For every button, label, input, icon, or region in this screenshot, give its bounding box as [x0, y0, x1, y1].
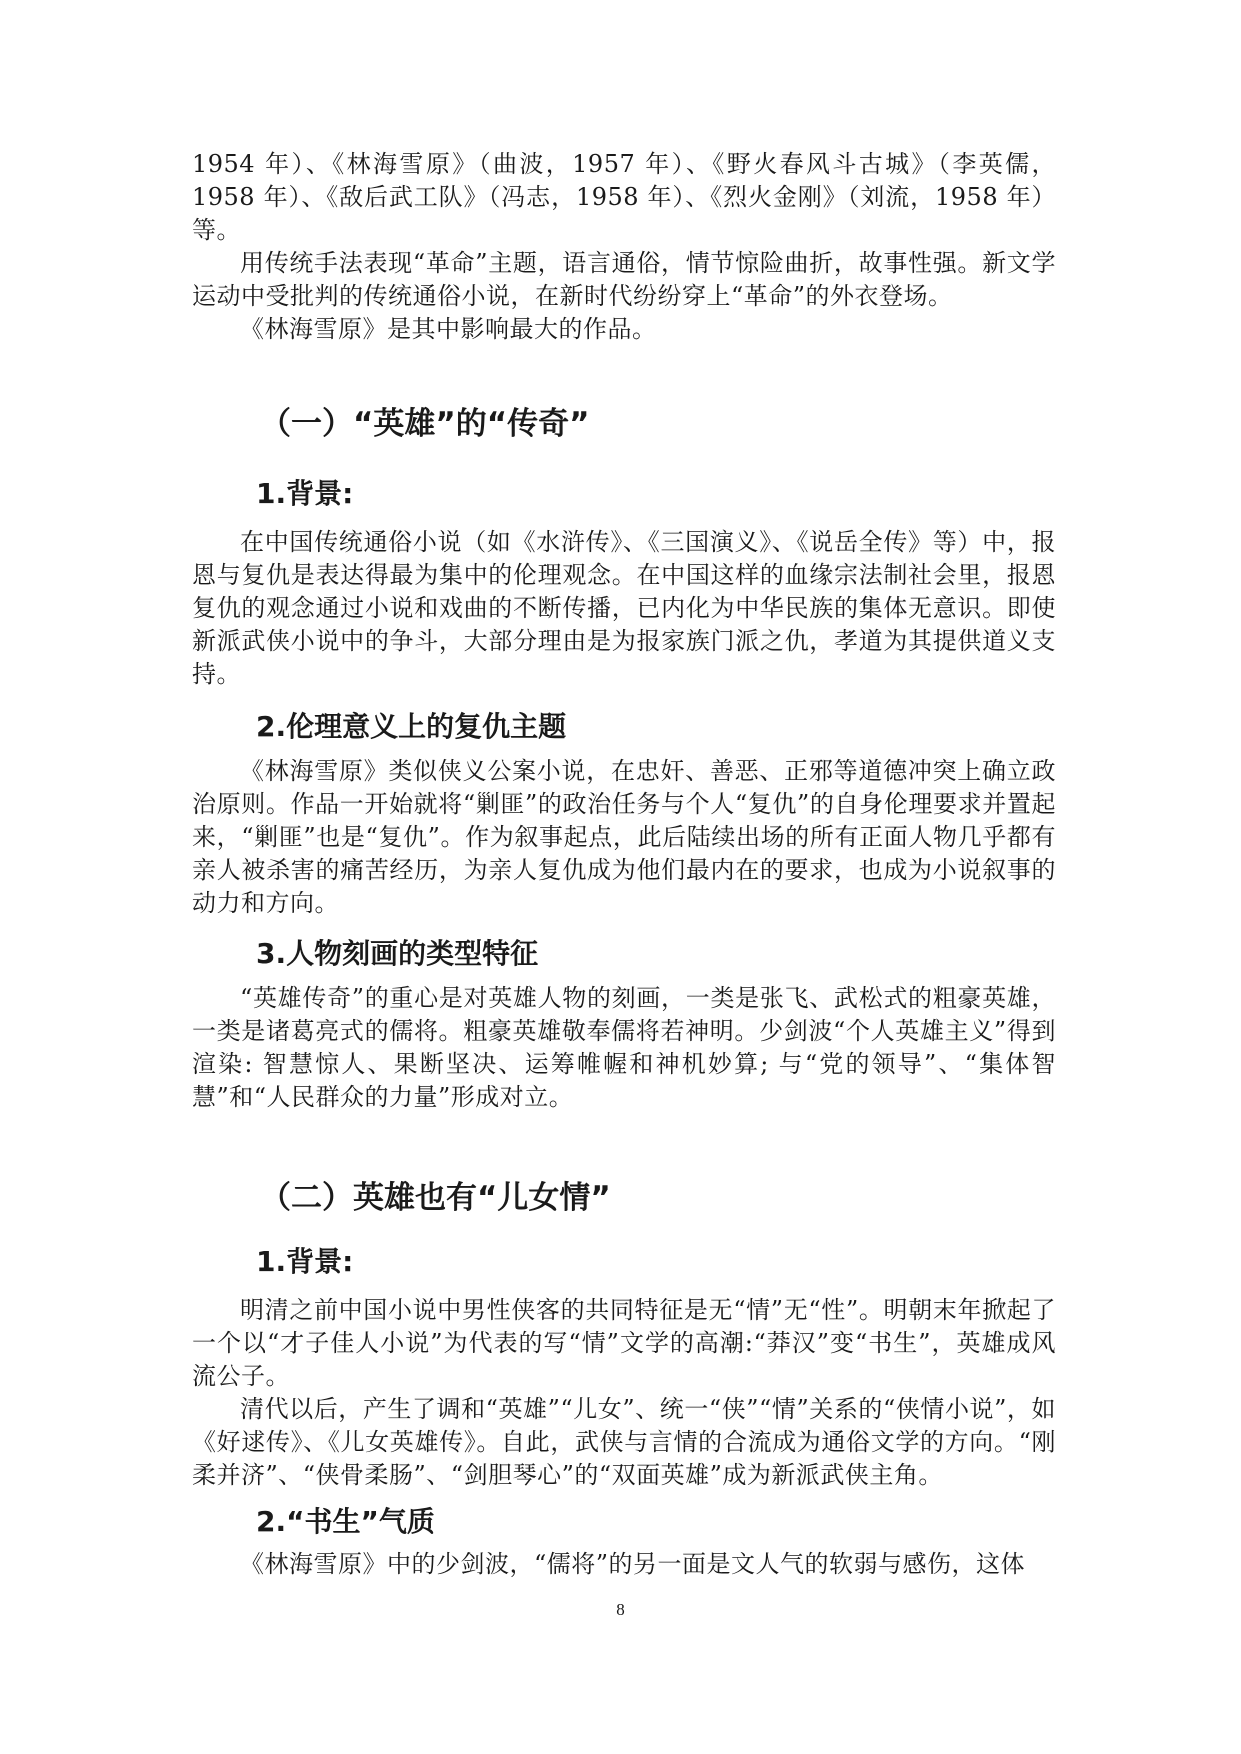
page-number: 8	[616, 1600, 625, 1619]
section-1-subtitle-1: 1.背景:	[256, 477, 354, 510]
section-2-paragraph-3: 《林海雪原》中的少剑波，“儒将”的另一面是文人气的软弱与感伤，这体	[240, 1550, 1026, 1578]
intro-paragraph-3: 《林海雪原》是其中影响最大的作品。	[240, 315, 657, 343]
intro-paragraph-2: 用传统手法表现“革命”主题，语言通俗，情节惊险曲折，故事性强。新文学运动中受批判的传统通俗小说，在新时代纷纷穿上“革命”的外衣登场。	[192, 249, 1056, 310]
section-1-title: （一）“英雄”的“传奇”	[260, 406, 590, 442]
section-2-title: （二）英雄也有“儿女情”	[260, 1180, 611, 1216]
section-1-paragraph-2: 《林海雪原》类似侠义公案小说，在忠奸、善恶、正邪等道德冲突上确立政治原则。作品一开始就将“剿匪”的政治任务与个人“复仇”的自身伦理要求并置起来，“剿匪”也是“复仇”。作为叙事起点，此后陆续出场的所有正面人物几乎都有亲人被杀害的痛苦经历，为亲人复仇成为他们最内在的要求，也成为小说叙事的动力和方向。	[192, 757, 1056, 917]
section-1-paragraph-1: 在中国传统通俗小说（如《水浒传》、《三国演义》、《说岳全传》等）中，报恩与复仇是表达得最为集中的伦理观念。在中国这样的血缘宗法制社会里，报恩复仇的观念通过小说和戏曲的不断传播，已内化为中华民族的集体无意识。即使新派武侠小说中的争斗，大部分理由是为报家族门派之仇，孝道为其提供道义支持。	[192, 528, 1056, 688]
section-2-paragraph-2: 清代以后，产生了调和“英雄”“儿女”、统一“侠”“情”关系的“侠情小说”，如《好逑传》、《儿女英雄传》。自此，武侠与言情的合流成为通俗文学的方向。“刚柔并济”、“侠骨柔肠”、“剑胆琴心”的“双面英雄”成为新派武侠主角。	[192, 1395, 1056, 1489]
section-1-subtitle-2: 2.伦理意义上的复仇主题	[256, 710, 567, 743]
document-body	[192, 148, 1056, 1581]
section-2-subtitle-2: 2.“书生”气质	[256, 1505, 435, 1538]
section-1-paragraph-3: “英雄传奇”的重心是对英雄人物的刻画，一类是张飞、武松式的粗豪英雄，一类是诸葛亮式的儒将。粗豪英雄敬奉儒将若神明。少剑波“个人英雄主义”得到渲染: 智慧惊人、果断坚决、运筹帷幄和神机妙算; 与“党的领导”、“集体智慧”和“人民群众的力量”形成对立。	[192, 984, 1056, 1111]
section-2-paragraph-1: 明清之前中国小说中男性侠客的共同特征是无“情”无“性”。明朝末年掀起了一个以“才子佳人小说”为代表的写“情”文学的高潮:“莽汉”变“书生”，英雄成风流公子。	[192, 1296, 1056, 1390]
section-2-subtitle-1: 1.背景:	[256, 1245, 354, 1278]
intro-paragraph-1: 1954 年）、《林海雪原》（曲波，1957 年）、《野火春风斗古城》（李英儒，1958 年）、《敌后武工队》（冯志，1958 年）、《烈火金刚》（刘流，1958 年）等。	[192, 150, 1056, 244]
section-1-subtitle-3: 3.人物刻画的类型特征	[256, 937, 539, 970]
